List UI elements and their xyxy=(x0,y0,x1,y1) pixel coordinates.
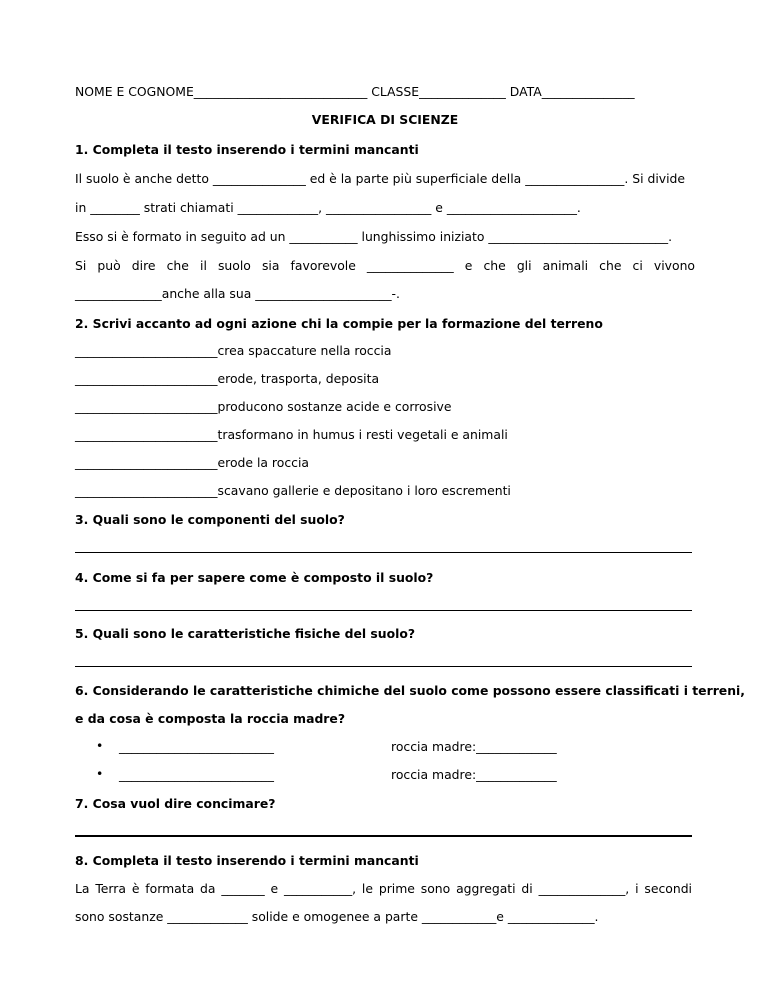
q1-line-4-word: sia xyxy=(261,258,280,273)
q1-line-1[interactable]: Il suolo è anche detto _______________ ed è la parte più superficiale della ________________. Si divide xyxy=(75,171,686,186)
q3-answer-line[interactable] xyxy=(75,552,692,553)
q1-line-4-word: può xyxy=(97,258,121,273)
q4-heading: 4. Come si fa per sapere come è composto il suolo? xyxy=(75,570,434,585)
q2-item-text: crea spaccature nella roccia xyxy=(217,343,392,358)
q2-blank[interactable]: _______________________ xyxy=(75,343,218,358)
q2-item[interactable] xyxy=(75,343,695,359)
q2-item[interactable] xyxy=(75,455,695,471)
q1-line-4-word: gli xyxy=(516,258,532,273)
q5-answer-line[interactable] xyxy=(75,666,692,667)
q1-line-4-word: che xyxy=(483,258,506,273)
q1-line-4-word: il xyxy=(200,258,207,273)
q6-roccia-madre[interactable]: roccia madre:_____________ xyxy=(391,739,557,754)
q1-line-4-word: che xyxy=(166,258,189,273)
q1-line-5[interactable]: ______________anche alla sua ______________________-. xyxy=(75,286,400,301)
q1-line-4-word: e xyxy=(464,258,473,273)
q8-line-2[interactable]: sono sostanze _____________ solide e omogenee a parte ____________e ______________. xyxy=(75,909,599,924)
q1-line-3[interactable]: Esso si è formato in seguito ad un ___________ lunghissimo iniziato _____________________________. xyxy=(75,229,673,244)
q1-line-4-word: ci xyxy=(632,258,643,273)
q2-blank[interactable]: _______________________ xyxy=(75,483,218,498)
q2-item[interactable] xyxy=(75,427,695,443)
q2-item[interactable] xyxy=(75,483,695,499)
q6-heading-line-2: e da cosa è composta la roccia madre? xyxy=(75,711,346,726)
q1-line-4-word: vivono xyxy=(653,258,696,273)
q2-blank[interactable]: _______________________ xyxy=(75,455,218,470)
q5-heading: 5. Quali sono le caratteristiche fisiche del suolo? xyxy=(75,626,416,641)
q8-heading: 8. Completa il testo inserendo i termini mancanti xyxy=(75,853,419,868)
q8-line-1[interactable]: La Terra è formata da _______ e ___________, le prime sono aggregati di ______________, i secondi xyxy=(75,881,692,896)
q1-line-4[interactable] xyxy=(75,258,695,274)
q2-item-text: scavano gallerie e depositano i loro escrementi xyxy=(217,483,511,498)
q2-item-text: erode la roccia xyxy=(217,455,309,470)
q1-line-4-blank[interactable]: ______________ xyxy=(366,258,454,273)
q2-item[interactable] xyxy=(75,371,695,387)
page-title: VERIFICA DI SCIENZE xyxy=(311,112,459,127)
q2-blank[interactable]: _______________________ xyxy=(75,371,218,386)
nome-cognome-field[interactable]: NOME E COGNOME____________________________ xyxy=(75,84,368,99)
classe-field[interactable]: CLASSE______________ xyxy=(371,84,506,99)
header-row xyxy=(75,84,695,100)
q2-item-text: erode, trasporta, deposita xyxy=(217,371,380,386)
q3-heading: 3. Quali sono le componenti del suolo? xyxy=(75,512,345,527)
q2-item-text: producono sostanze acide e corrosive xyxy=(217,399,452,414)
q2-item[interactable] xyxy=(75,399,695,415)
q7-answer-line[interactable] xyxy=(75,835,692,837)
q1-line-4-word: dire xyxy=(131,258,156,273)
q7-heading: 7. Cosa vuol dire concimare? xyxy=(75,796,276,811)
q6-terrain-blank[interactable]: _________________________ xyxy=(119,739,274,754)
q6-heading-line-1: 6. Considerando le caratteristiche chimiche del suolo come possono essere classificati i terreni, xyxy=(75,683,745,698)
q2-blank[interactable]: _______________________ xyxy=(75,427,218,442)
q1-line-4-word: che xyxy=(599,258,622,273)
q4-answer-line[interactable] xyxy=(75,610,692,611)
q6-roccia-madre[interactable]: roccia madre:_____________ xyxy=(391,767,557,782)
bullet-icon: • xyxy=(96,766,104,781)
q1-heading: 1. Completa il testo inserendo i termini mancanti xyxy=(75,142,419,157)
q1-line-4-word: Si xyxy=(75,258,87,273)
q2-item-text: trasformano in humus i resti vegetali e animali xyxy=(217,427,508,442)
q2-blank[interactable]: _______________________ xyxy=(75,399,218,414)
q1-line-2[interactable]: in ________ strati chiamati _____________, _________________ e _____________________. xyxy=(75,200,581,215)
q1-line-4-word: suolo xyxy=(217,258,251,273)
q1-line-4-word: animali xyxy=(542,258,589,273)
q2-heading: 2. Scrivi accanto ad ogni azione chi la compie per la formazione del terreno xyxy=(75,316,603,331)
q6-terrain-blank[interactable]: _________________________ xyxy=(119,767,274,782)
bullet-icon: • xyxy=(96,738,104,753)
data-field[interactable]: DATA_______________ xyxy=(509,84,635,99)
q1-line-4-word: favorevole xyxy=(290,258,356,273)
